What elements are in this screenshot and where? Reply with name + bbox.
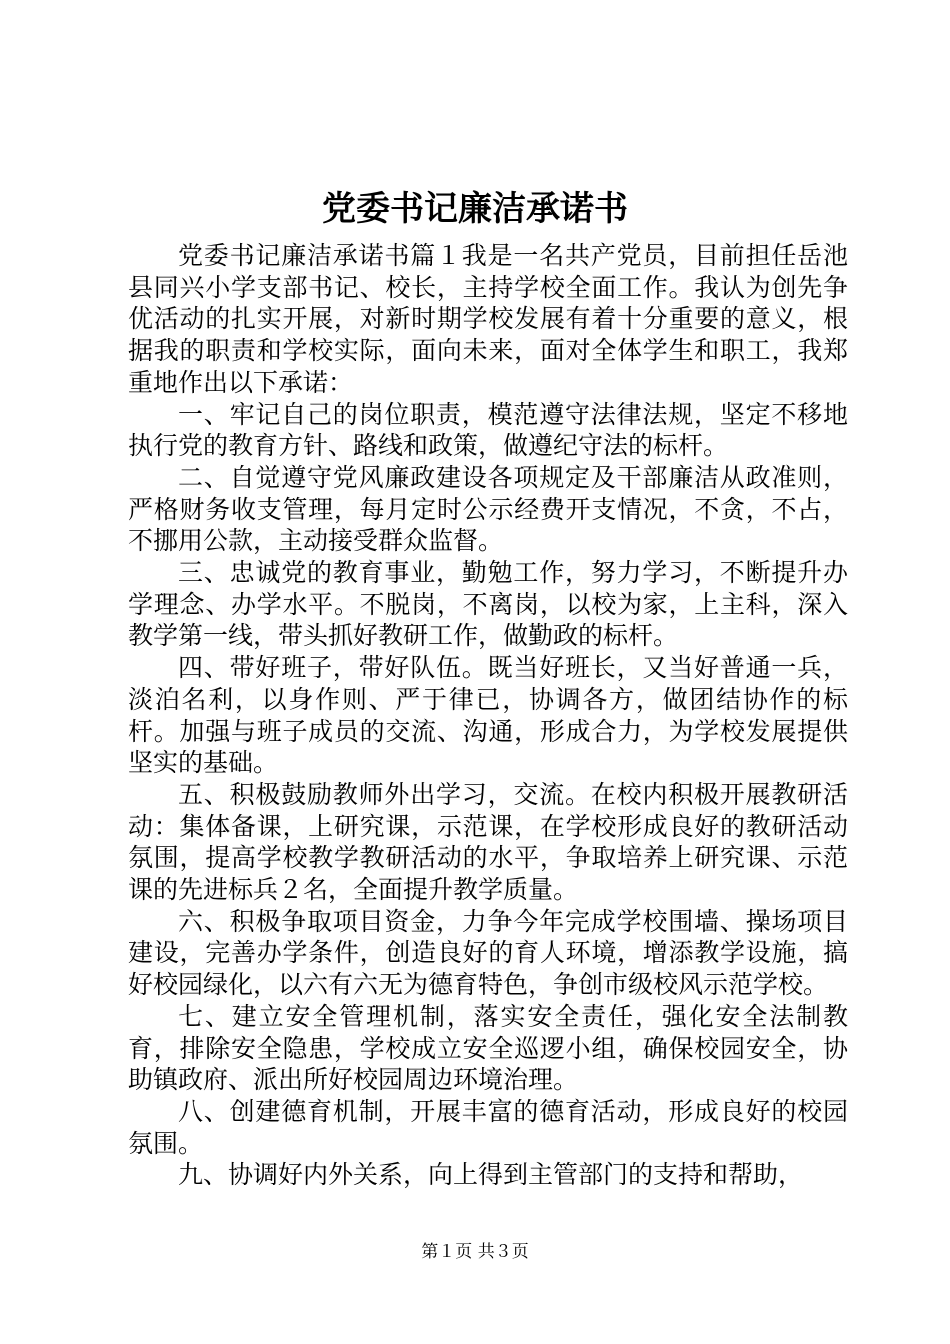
paragraph-4: 四、带好班子，带好队伍。既当好班长，又当好普通一兵，淡泊名利，以身作则、严于律已，协调各方，做团结协作的标杆。加强与班子成员的交流、沟通，形成合力，为学校发展提供坚实的基础。 <box>128 653 848 778</box>
paragraph-intro: 党委书记廉洁承诺书篇１我是一名共产党员，目前担任岳池县同兴小学支部书记、校长，主持学校全面工作。我认为创先争优活动的扎实开展，对新时期学校发展有着十分重要的意义，根据我的职责和学校实际，面向未来，面对全体学生和职工，我郑重地作出以下承诺： <box>128 241 848 397</box>
paragraph-1: 一、牢记自己的岗位职责，模范遵守法律法规，坚定不移地执行党的教育方针、路线和政策，做遵纪守法的标杆。 <box>128 399 848 461</box>
paragraph-5: 五、积极鼓励教师外出学习，交流。在校内积极开展教研活动：集体备课，上研究课，示范课，在学校形成良好的教研活动氛围，提高学校教学教研活动的水平，争取培养上研究课、示范课的先进标兵２名，全面提升教学质量。 <box>128 779 848 905</box>
page-footer: 第１页 共３页 <box>421 1242 529 1262</box>
paragraph-6: 六、积极争取项目资金，力争今年完成学校围墙、操场项目建设，完善办学条件，创造良好的育人环境，增添教学设施，搞好校园绿化，以六有六无为德育特色，争创市级校风示范学校。 <box>128 906 848 1000</box>
paragraph-8: 八、创建德育机制，开展丰富的德育活动，形成良好的校园氛围。 <box>128 1096 848 1158</box>
paragraph-7: 七、建立安全管理机制，落实安全责任，强化安全法制教育，排除安全隐患，学校成立安全巡逻小组，确保校园安全，协助镇政府、派出所好校园周边环境治理。 <box>128 1001 848 1095</box>
paragraph-9: 九、协调好内外关系，向上得到主管部门的支持和帮助， <box>178 1160 804 1190</box>
document-title: 党委书记廉洁承诺书 <box>322 189 628 229</box>
document-body <box>128 240 848 1191</box>
paragraph-2: 二、自觉遵守党风廉政建设各项规定及干部廉洁从政准则，严格财务收支管理，每月定时公示经费开支情况，不贪，不占，不挪用公款，主动接受群众监督。 <box>128 462 848 556</box>
paragraph-3: 三、忠诚党的教育事业，勤勉工作，努力学习，不断提升办学理念、办学水平。不脱岗，不离岗，以校为家，上主科，深入教学第一线，带头抓好教研工作，做勤政的标杆。 <box>128 558 848 651</box>
